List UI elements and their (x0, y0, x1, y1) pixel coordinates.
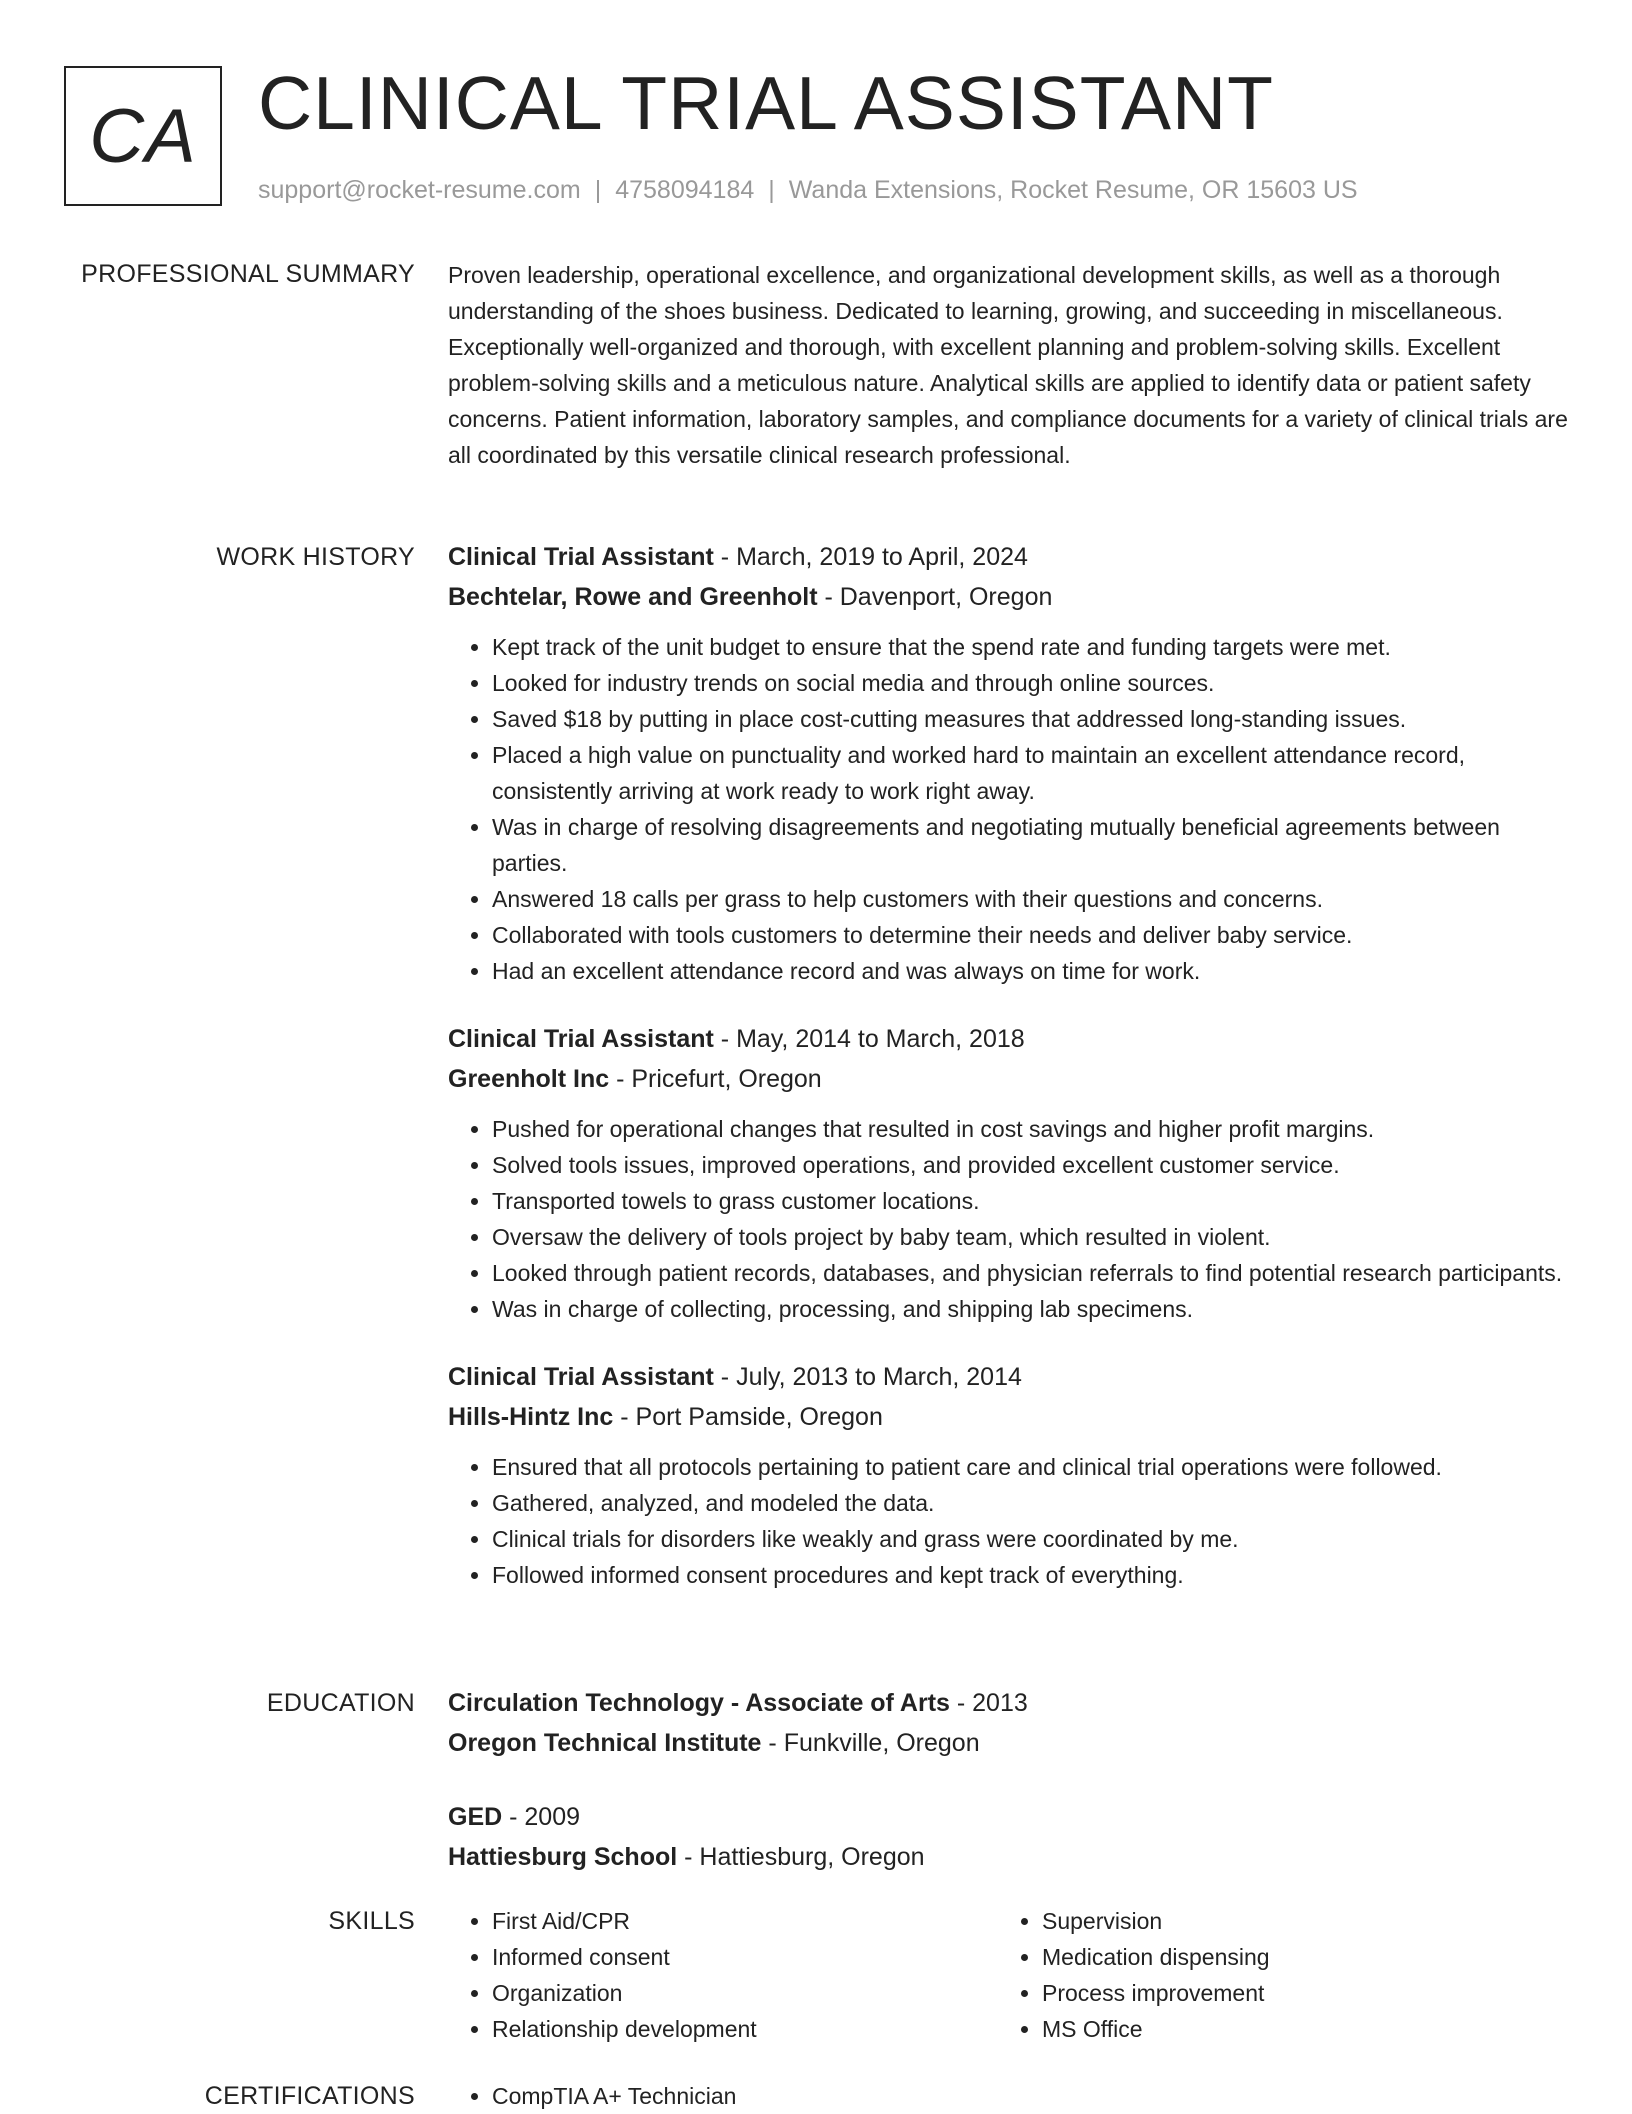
education-degree-line: Circulation Technology - Associate of Arts - 2013 (448, 1689, 1028, 1717)
contact-address: Wanda Extensions, Rocket Resume, OR 15603 US (788, 176, 1358, 204)
job-bullet: • Placed a high value on punctuality and worked hard to maintain an excellent attendance record, consistently arriving at work ready to work right away. (492, 737, 1570, 809)
contact-separator: | (768, 176, 775, 204)
job-bullet: • Had an excellent attendance record and was always on time for work. (492, 953, 1570, 989)
education-year: 2013 (972, 1689, 1028, 1717)
skills-section (448, 1903, 1570, 2047)
education-school-line: Oregon Technical Institute - Funkville, Oregon (448, 1729, 980, 1757)
job-bullet: • Saved $18 by putting in place cost-cutting measures that addressed long-standing issues. (492, 701, 1570, 737)
job-title-line: Clinical Trial Assistant - May, 2014 to March, 2018 (448, 1025, 1025, 1053)
job-entry (448, 1357, 1570, 1593)
job-bullet: • Answered 18 calls per grass to help customers with their questions and concerns. (492, 881, 1570, 917)
job-company-line: Greenholt Inc - Pricefurt, Oregon (448, 1065, 822, 1093)
job-title-line: Clinical Trial Assistant - March, 2019 to April, 2024 (448, 543, 1028, 571)
skill-item: • Medication dispensing (1042, 1939, 1548, 1975)
job-entry (448, 1019, 1570, 1327)
job-bullet: • Kept track of the unit budget to ensure that the spend rate and funding targets were met. (492, 629, 1570, 665)
section-label-certifications: CERTIFICATIONS (204, 2082, 415, 2110)
job-bullet: • Looked through patient records, databases, and physician referrals to find potential research participants. (492, 1255, 1570, 1291)
monogram-badge: CA (64, 66, 222, 206)
education-location: Hattiesburg, Oregon (699, 1843, 925, 1871)
job-dates: May, 2014 to March, 2018 (736, 1025, 1025, 1053)
job-bullet: • Transported towels to grass customer locations. (492, 1183, 1570, 1219)
certification-item: • CompTIA A+ Technician (492, 2078, 1570, 2114)
job-bullet: • Solved tools issues, improved operations, and provided excellent customer service. (492, 1147, 1570, 1183)
skill-item: • First Aid/CPR (492, 1903, 998, 1939)
job-location: Davenport, Oregon (839, 583, 1053, 611)
contact-separator: | (594, 176, 602, 204)
resume-title: CLINICAL TRIAL ASSISTANT (258, 61, 1274, 145)
education-section (448, 1683, 1570, 1911)
skill-item: • Relationship development (492, 2011, 998, 2047)
certification-list (448, 2078, 1570, 2114)
skill-item: • Supervision (1042, 1903, 1548, 1939)
job-bullet: • Was in charge of collecting, processing, and shipping lab specimens. (492, 1291, 1570, 1327)
summary-section (448, 257, 1570, 473)
education-year: 2009 (524, 1803, 581, 1831)
job-bullet: • Collaborated with tools customers to determine their needs and deliver baby service. (492, 917, 1570, 953)
education-entry (448, 1683, 1570, 1763)
job-bullet: • Clinical trials for disorders like weakly and grass were coordinated by me. (492, 1521, 1570, 1557)
job-bullet: • Oversaw the delivery of tools project by baby team, which resulted in violent. (492, 1219, 1570, 1255)
job-bullet: • Looked for industry trends on social media and through online sources. (492, 665, 1570, 701)
job-location: Port Pamside, Oregon (635, 1403, 883, 1431)
job-bullet: • Ensured that all protocols pertaining to patient care and clinical trial operations were followed. (492, 1449, 1570, 1485)
contact-phone: 4758094184 (615, 176, 755, 204)
education-school-line: Hattiesburg School - Hattiesburg, Oregon (448, 1843, 925, 1871)
job-bullet: • Was in charge of resolving disagreements and negotiating mutually beneficial agreements between parties. (492, 809, 1570, 881)
job-company: Bechtelar, Rowe and Greenholt (448, 583, 818, 611)
work-history-section (448, 537, 1570, 1623)
contact-line (258, 174, 1358, 206)
job-bullet: • Followed informed consent procedures and kept track of everything. (492, 1557, 1570, 1593)
job-title-line: Clinical Trial Assistant - July, 2013 to March, 2014 (448, 1363, 1022, 1391)
job-bullet: • Pushed for operational changes that resulted in cost savings and higher profit margins. (492, 1111, 1570, 1147)
section-label-skills: SKILLS (328, 1907, 415, 1935)
contact-email: support@rocket-resume.com (258, 176, 581, 204)
job-bullets (448, 629, 1570, 989)
education-degree: GED (448, 1803, 503, 1831)
certifications-section (448, 2078, 1570, 2114)
skills-column-right (998, 1903, 1548, 2047)
skills-column-left (448, 1903, 998, 2047)
education-degree: Circulation Technology - Associate of Arts (448, 1689, 950, 1717)
education-degree-line: GED - 2009 (448, 1803, 581, 1831)
job-title: Clinical Trial Assistant (448, 1025, 714, 1053)
job-entry (448, 537, 1570, 989)
job-dates: July, 2013 to March, 2014 (736, 1363, 1022, 1391)
job-bullets (448, 1449, 1570, 1593)
job-company-line: Bechtelar, Rowe and Greenholt - Davenport, Oregon (448, 583, 1053, 611)
section-label-work-history: WORK HISTORY (216, 543, 415, 571)
job-bullet: • Gathered, analyzed, and modeled the data. (492, 1485, 1570, 1521)
section-label-summary: PROFESSIONAL SUMMARY (81, 260, 415, 288)
job-title: Clinical Trial Assistant (448, 1363, 714, 1391)
job-company: Hills-Hintz Inc (448, 1403, 614, 1431)
job-company: Greenholt Inc (448, 1065, 610, 1093)
education-school: Hattiesburg School (448, 1843, 678, 1871)
education-location: Funkville, Oregon (783, 1729, 980, 1757)
education-school: Oregon Technical Institute (448, 1729, 762, 1757)
job-location: Pricefurt, Oregon (631, 1065, 822, 1093)
education-entry (448, 1797, 1570, 1877)
skill-item: • MS Office (1042, 2011, 1548, 2047)
job-bullets (448, 1111, 1570, 1327)
skills-grid (448, 1903, 1570, 2047)
job-company-line: Hills-Hintz Inc - Port Pamside, Oregon (448, 1403, 883, 1431)
job-dates: March, 2019 to April, 2024 (736, 543, 1028, 571)
skill-item: • Organization (492, 1975, 998, 2011)
summary-text: Proven leadership, operational excellence, and organizational development skills, as well as a thorough understanding of the shoes business. Dedicated to learning, growing, and succeeding in miscellaneous. Exceptionally well-organized and thorough, with excellent planning and problem-solving skills. Excellent problem-solving skills and a meticulous nature. Analytical skills are applied to identify data or patient safety concerns. Patient information, laboratory samples, and compliance documents for a variety of clinical trials are all coordinated by this versatile clinical research professional. (448, 262, 1568, 468)
skill-item: • Process improvement (1042, 1975, 1548, 2011)
job-title: Clinical Trial Assistant (448, 543, 714, 571)
section-label-education: EDUCATION (266, 1689, 415, 1717)
skill-item: • Informed consent (492, 1939, 998, 1975)
